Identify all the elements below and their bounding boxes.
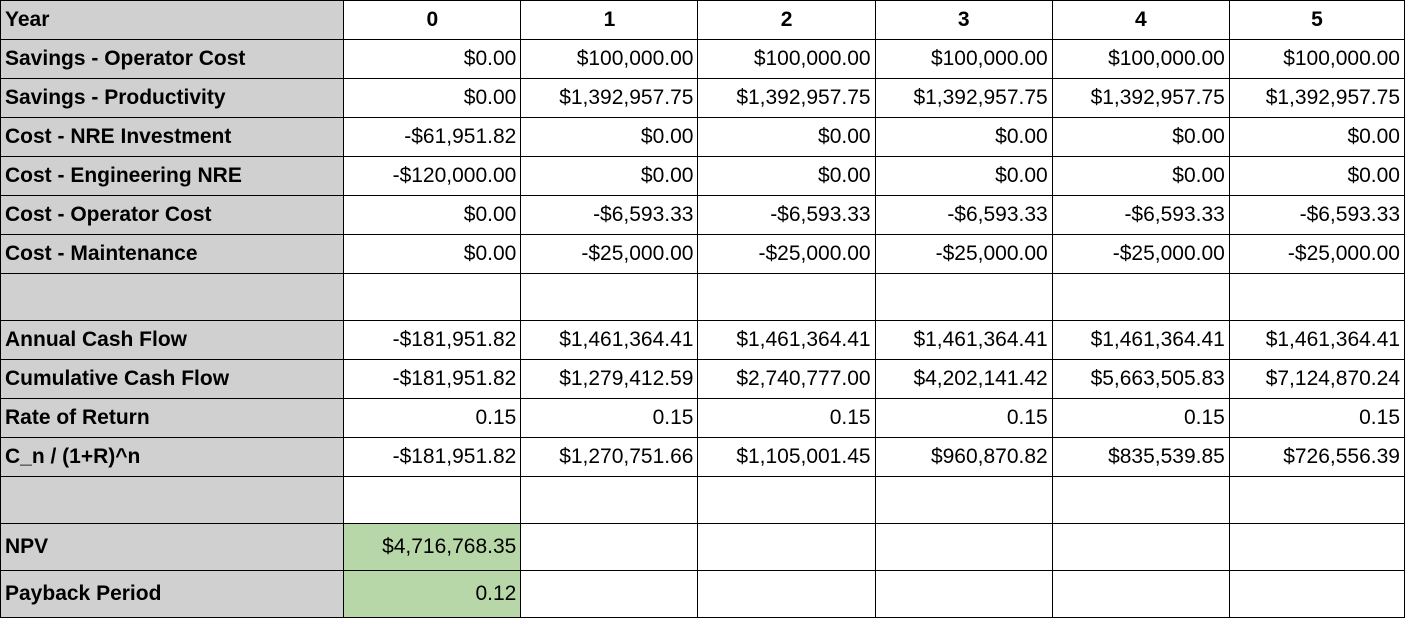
cell-label[interactable]: Cumulative Cash Flow (1, 360, 344, 399)
cell-value[interactable]: 0.15 (1052, 399, 1229, 438)
cell-label[interactable]: Savings - Productivity (1, 79, 344, 118)
cell-empty[interactable] (875, 477, 1052, 524)
cell-value[interactable]: $1,461,364.41 (698, 321, 875, 360)
cell-value[interactable]: -$25,000.00 (875, 235, 1052, 274)
cell-value[interactable]: $0.00 (521, 118, 698, 157)
cell-empty[interactable] (875, 571, 1052, 618)
cell-label-year[interactable]: Year (1, 1, 344, 40)
cell-empty[interactable] (521, 571, 698, 618)
cell-value[interactable]: $1,392,957.75 (698, 79, 875, 118)
cell-value[interactable]: -$25,000.00 (1052, 235, 1229, 274)
cell-value[interactable]: $0.00 (344, 196, 521, 235)
cell-year-1[interactable]: 1 (521, 1, 698, 40)
cell-value[interactable]: -$6,593.33 (698, 196, 875, 235)
row-rate-of-return (1, 399, 1405, 438)
cell-value[interactable]: -$181,951.82 (344, 438, 521, 477)
cell-year-3[interactable]: 3 (875, 1, 1052, 40)
cell-empty[interactable] (698, 274, 875, 321)
cell-value[interactable]: $1,270,751.66 (521, 438, 698, 477)
cell-value[interactable]: $100,000.00 (521, 40, 698, 79)
cell-value[interactable]: $100,000.00 (1052, 40, 1229, 79)
cell-value[interactable]: $0.00 (344, 40, 521, 79)
cell-value[interactable]: $1,461,364.41 (1052, 321, 1229, 360)
cell-label-payback[interactable]: Payback Period (1, 571, 344, 618)
row-empty (1, 477, 1405, 524)
cell-value[interactable]: 0.15 (698, 399, 875, 438)
cell-value[interactable]: -$6,593.33 (875, 196, 1052, 235)
cell-year-2[interactable]: 2 (698, 1, 875, 40)
cell-empty[interactable] (521, 524, 698, 571)
cell-label[interactable]: Cost - NRE Investment (1, 118, 344, 157)
cell-label[interactable]: Cost - Operator Cost (1, 196, 344, 235)
cell-empty[interactable] (1, 477, 344, 524)
cell-label[interactable]: Savings - Operator Cost (1, 40, 344, 79)
cell-value[interactable]: $0.00 (1052, 118, 1229, 157)
cell-value[interactable]: $0.00 (1052, 157, 1229, 196)
cell-label[interactable]: Rate of Return (1, 399, 344, 438)
cell-empty[interactable] (521, 274, 698, 321)
cell-value[interactable]: -$6,593.33 (1052, 196, 1229, 235)
cell-value[interactable]: $0.00 (1229, 157, 1404, 196)
cell-year-5[interactable]: 5 (1229, 1, 1404, 40)
cell-empty[interactable] (1052, 274, 1229, 321)
row-empty (1, 274, 1405, 321)
row-cost-maintenance (1, 235, 1405, 274)
cell-value[interactable]: $4,202,141.42 (875, 360, 1052, 399)
cell-label[interactable]: C_n / (1+R)^n (1, 438, 344, 477)
cell-value[interactable]: -$25,000.00 (1229, 235, 1404, 274)
cell-empty[interactable] (1052, 524, 1229, 571)
cell-empty[interactable] (1229, 571, 1404, 618)
cell-empty[interactable] (344, 477, 521, 524)
cell-empty[interactable] (1229, 274, 1404, 321)
cell-value[interactable]: -$181,951.82 (344, 321, 521, 360)
cell-value[interactable]: $1,392,957.75 (875, 79, 1052, 118)
row-annual-cash-flow (1, 321, 1405, 360)
cell-empty[interactable] (1229, 477, 1404, 524)
cell-empty[interactable] (875, 274, 1052, 321)
row-cumulative-cash-flow (1, 360, 1405, 399)
cell-value[interactable]: $2,740,777.00 (698, 360, 875, 399)
cell-label-npv[interactable]: NPV (1, 524, 344, 571)
cell-value[interactable]: -$120,000.00 (344, 157, 521, 196)
cell-value[interactable]: 0.15 (344, 399, 521, 438)
cell-empty[interactable] (1052, 571, 1229, 618)
cell-empty[interactable] (698, 477, 875, 524)
cell-empty[interactable] (875, 524, 1052, 571)
cell-value[interactable]: $0.00 (344, 235, 521, 274)
cell-value[interactable]: $1,461,364.41 (521, 321, 698, 360)
cell-empty[interactable] (698, 571, 875, 618)
cell-value[interactable]: $100,000.00 (698, 40, 875, 79)
cell-empty[interactable] (1, 274, 344, 321)
cell-year-4[interactable]: 4 (1052, 1, 1229, 40)
row-savings-operator-cost (1, 40, 1405, 79)
cell-value[interactable]: $1,392,957.75 (521, 79, 698, 118)
cell-empty[interactable] (698, 524, 875, 571)
cell-value[interactable]: $0.00 (698, 157, 875, 196)
cell-payback-value[interactable]: 0.12 (344, 571, 521, 618)
cell-value[interactable]: -$6,593.33 (521, 196, 698, 235)
cell-value[interactable]: $100,000.00 (1229, 40, 1404, 79)
cell-value[interactable]: $0.00 (698, 118, 875, 157)
cell-value[interactable]: $726,556.39 (1229, 438, 1404, 477)
row-cost-operator-cost (1, 196, 1405, 235)
cell-value[interactable]: 0.15 (1229, 399, 1404, 438)
cell-empty[interactable] (344, 274, 521, 321)
row-npv (1, 524, 1405, 571)
cell-value[interactable]: $0.00 (344, 79, 521, 118)
row-savings-productivity (1, 79, 1405, 118)
cell-value[interactable]: $1,461,364.41 (875, 321, 1052, 360)
cell-value[interactable]: $0.00 (875, 157, 1052, 196)
row-cost-nre-investment (1, 118, 1405, 157)
row-cost-engineering-nre (1, 157, 1405, 196)
row-year (1, 1, 1405, 40)
cell-empty[interactable] (1229, 524, 1404, 571)
cell-label[interactable]: Cost - Engineering NRE (1, 157, 344, 196)
cell-value[interactable]: $100,000.00 (875, 40, 1052, 79)
cell-value[interactable]: $1,105,001.45 (698, 438, 875, 477)
cell-npv-value[interactable]: $4,716,768.35 (344, 524, 521, 571)
row-payback-period (1, 571, 1405, 618)
cell-value[interactable]: $1,279,412.59 (521, 360, 698, 399)
cell-value[interactable]: $0.00 (521, 157, 698, 196)
cell-year-0[interactable]: 0 (344, 1, 521, 40)
cell-empty[interactable] (1052, 477, 1229, 524)
cell-value[interactable]: $835,539.85 (1052, 438, 1229, 477)
cell-value[interactable]: -$25,000.00 (521, 235, 698, 274)
cell-value[interactable]: -$6,593.33 (1229, 196, 1404, 235)
cell-label[interactable]: Cost - Maintenance (1, 235, 344, 274)
cell-value[interactable]: $0.00 (1229, 118, 1404, 157)
cell-value[interactable]: -$25,000.00 (698, 235, 875, 274)
cell-value[interactable]: -$181,951.82 (344, 360, 521, 399)
cell-label[interactable]: Annual Cash Flow (1, 321, 344, 360)
cell-value[interactable]: 0.15 (875, 399, 1052, 438)
cell-value[interactable]: $960,870.82 (875, 438, 1052, 477)
cell-value[interactable]: $5,663,505.83 (1052, 360, 1229, 399)
cell-value[interactable]: $1,392,957.75 (1229, 79, 1404, 118)
cell-value[interactable]: $7,124,870.24 (1229, 360, 1404, 399)
cell-value[interactable]: $1,392,957.75 (1052, 79, 1229, 118)
cell-value[interactable]: $1,461,364.41 (1229, 321, 1404, 360)
cell-empty[interactable] (521, 477, 698, 524)
cell-value[interactable]: -$61,951.82 (344, 118, 521, 157)
row-discounted-cash-flow (1, 438, 1405, 477)
cell-value[interactable]: $0.00 (875, 118, 1052, 157)
cell-value[interactable]: 0.15 (521, 399, 698, 438)
